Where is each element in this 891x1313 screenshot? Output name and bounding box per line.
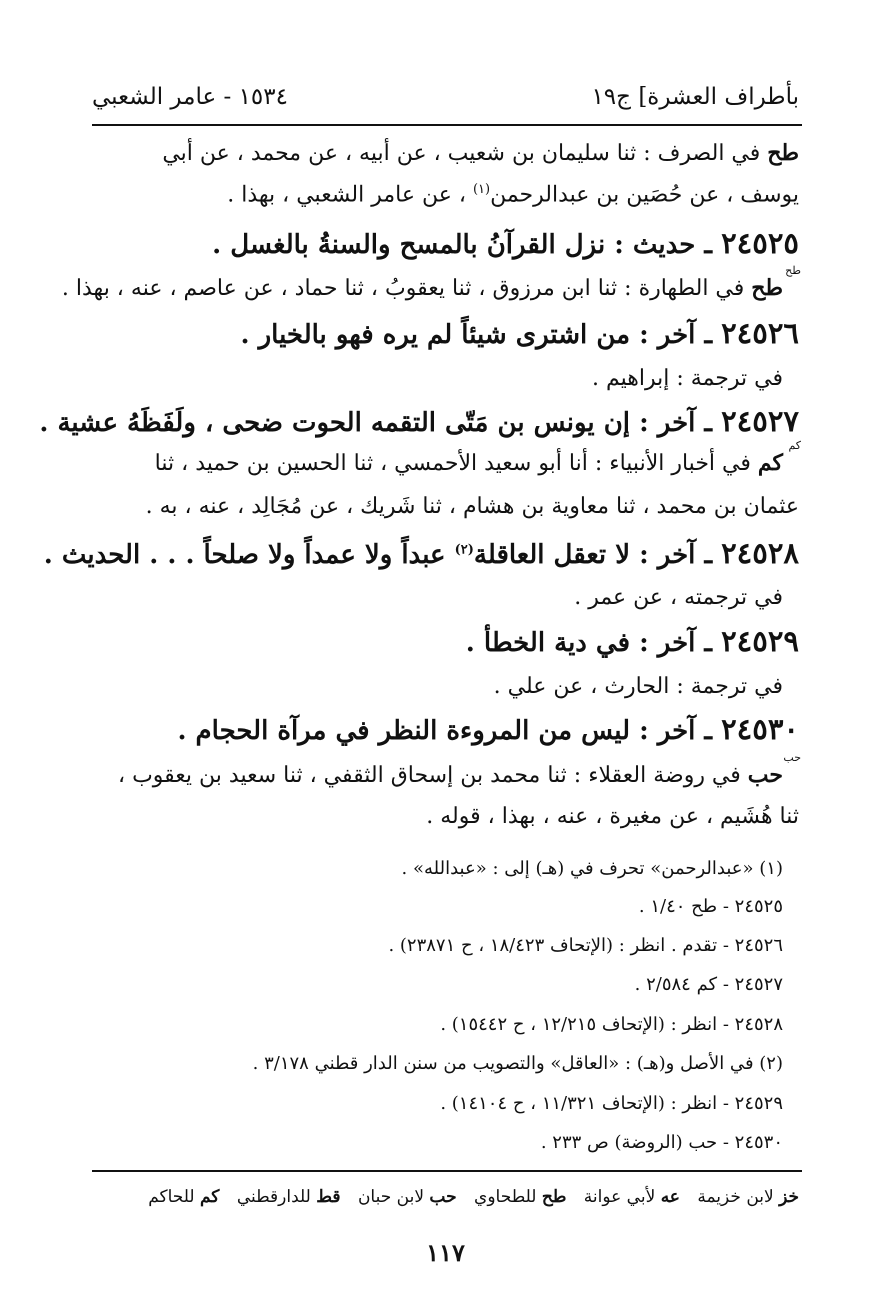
- text-line: في ترجمة : الحارث ، عن علي .: [493, 674, 783, 699]
- legend-item: قط للدارقطني: [236, 1187, 341, 1207]
- hadith-number: ٢٤٥٢٧: [721, 404, 799, 438]
- text-line: طح في الصرف : ثنا سليمان بن شعيب ، عن أبيه ، عن محمد ، عن أبي: [162, 140, 799, 166]
- text-line: كم كم في أخبار الأنبياء : أنا أبو سعيد الأحمسي ، ثنا الحسين بن حميد ، ثنا: [154, 439, 801, 476]
- text-line: في ترجمة : إبراهيم .: [592, 366, 783, 391]
- hadith-number: ٢٤٥٢٩: [721, 624, 799, 658]
- page-number: ١١٧: [426, 1238, 465, 1267]
- running-head-section: ١٥٣٤ - عامر الشعبي: [92, 84, 288, 110]
- hadith-number: ٢٤٥٣٠: [721, 712, 799, 746]
- abbreviation-legend: [89, 1187, 799, 1207]
- margin-siglum: كم: [788, 439, 801, 452]
- hadith-heading: ٢٤٥٢٩ ـ آخر : في دية الخطأ .: [465, 624, 799, 658]
- source-siglum: طح: [751, 275, 783, 301]
- header-rule: [92, 124, 802, 126]
- source-siglum: طح: [767, 140, 799, 166]
- text-line: طح طح في الطهارة : ثنا ابن مرزوق ، ثنا يعقوبُ ، ثنا حماد ، عن عاصم ، عنه ، بهذا .: [61, 264, 801, 301]
- legend-item: كم للحاكم: [148, 1187, 220, 1207]
- hadith-heading: ٢٤٥٢٥ ـ حديث : نزل القرآنُ بالمسح والسنةُ بالغسل .: [212, 226, 799, 260]
- source-siglum: كم: [757, 450, 783, 476]
- hadith-number: ٢٤٥٢٦: [721, 316, 799, 350]
- legend-item: حب لابن حبان: [357, 1187, 457, 1207]
- footnote: ٢٤٥٢٧ - كم ٢/٥٨٤ .: [634, 974, 783, 995]
- margin-siglum: حب: [783, 751, 801, 764]
- legend-item: طح للطحاوي: [474, 1187, 567, 1207]
- text-line: حب حب في روضة العقلاء : ثنا محمد بن إسحاق الثقفي ، ثنا سعيد بن يعقوب ،: [118, 751, 801, 788]
- source-siglum: حب: [747, 762, 783, 788]
- hadith-heading: ٢٤٥٢٧ ـ آخر : إن يونس بن مَتّى التقمه الحوت ضحى ، ولَفَظَهُ عشية .: [39, 404, 799, 438]
- footer-rule: [92, 1170, 802, 1172]
- legend-item: خز لابن خزيمة: [697, 1187, 799, 1207]
- text-line: عثمان بن محمد ، ثنا معاوية بن هشام ، ثنا شَريك ، عن مُجَالِد ، عنه ، به .: [145, 494, 799, 519]
- text-line: يوسف ، عن حُصَين بن عبدالرحمن$^{(١)}$ ، عن عامر الشعبي ، بهذا .: [227, 182, 799, 208]
- legend-item: عه لأبي عوانة: [583, 1187, 680, 1207]
- footnote-ref: (٢): [454, 542, 474, 558]
- footnote: (١) «عبدالرحمن» تحرف في (هـ) إلى : «عبدالله» .: [401, 858, 783, 879]
- hadith-number: ٢٤٥٢٨: [721, 536, 799, 570]
- footnote-ref: (١): [472, 182, 491, 197]
- footnote: ٢٤٥٢٩ - انظر : (الإتحاف ١١/٣٢١ ، ح ١٤١٠٤) .: [440, 1093, 783, 1114]
- footnote: ٢٤٥٢٨ - انظر : (الإتحاف ١٢/٢١٥ ، ح ١٥٤٤٢) .: [440, 1014, 783, 1035]
- footnote: ٢٤٥٢٥ - طح ١/٤٠ .: [638, 896, 783, 917]
- hadith-number: ٢٤٥٢٥: [721, 226, 799, 260]
- hadith-heading: ٢٤٥٣٠ ـ آخر : ليس من المروءة النظر في مرآة الحجام .: [177, 712, 799, 746]
- footnote: ٢٤٥٢٦ - تقدم . انظر : (الإتحاف ١٨/٤٢٣ ، ح ٢٣٨٧١) .: [388, 935, 783, 956]
- text-line: في ترجمته ، عن عمر .: [574, 585, 783, 610]
- margin-siglum: طح: [785, 264, 801, 277]
- hadith-heading: ٢٤٥٢٨ ـ آخر : لا تعقل العاقلة$^{(٢)}$ عبداً ولا عمداً ولا صلحاً . . . الحديث .: [43, 536, 799, 570]
- text-line: ثنا هُشَيم ، عن مغيرة ، عنه ، بهذا ، قوله .: [426, 804, 799, 829]
- footnote: (٢) في الأصل و(هـ) : «العاقل» والتصويب من سنن الدار قطني ٣/١٧٨ .: [252, 1053, 783, 1074]
- running-head-title: بأطراف العشرة] ج١٩: [591, 84, 799, 110]
- footnote: ٢٤٥٣٠ - حب (الروضة) ص ٢٣٣ .: [540, 1132, 783, 1153]
- hadith-heading: ٢٤٥٢٦ ـ آخر : من اشترى شيئاً لم يره فهو بالخيار .: [240, 316, 799, 350]
